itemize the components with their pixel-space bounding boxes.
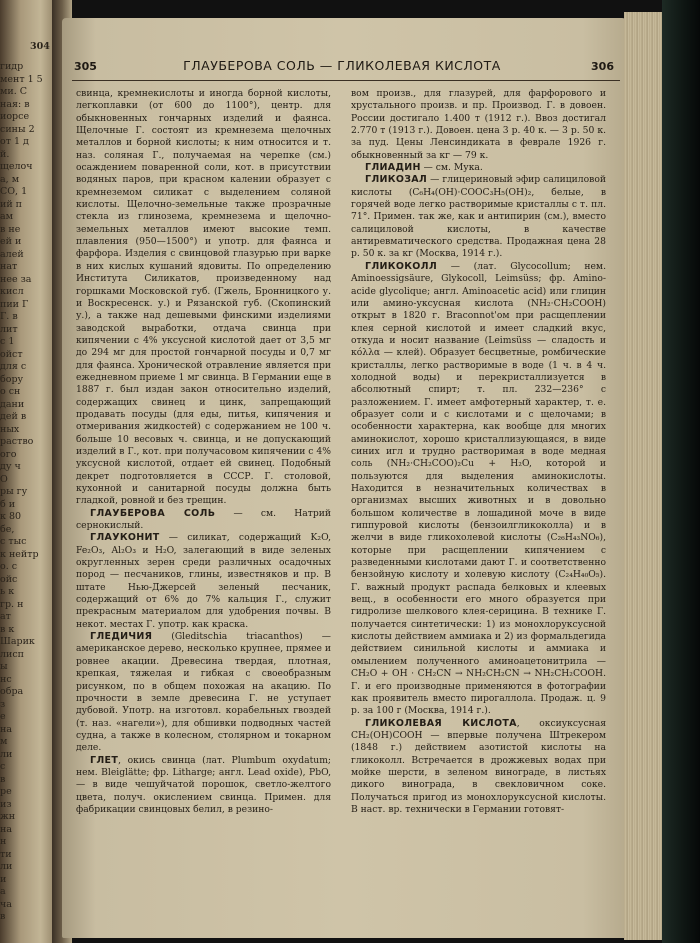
left-page-fragment: к нейтр: [0, 548, 39, 560]
dictionary-entry: [76, 631, 331, 754]
left-page-fragment: алей: [0, 248, 24, 260]
left-page-fragment: сины 2: [0, 123, 35, 135]
left-page-fragment: с: [0, 761, 6, 772]
dictionary-entry: [351, 718, 606, 817]
left-page-fragment: ойс: [0, 573, 18, 585]
dictionary-entry: [76, 508, 331, 533]
left-page-fragment: нс: [0, 673, 12, 685]
left-page-fragment: от 1 д: [0, 136, 29, 147]
entry-headword: ГЛЕДИЧИЯ: [90, 631, 153, 643]
left-page-fragment: О: [0, 473, 8, 485]
paragraph-continuation: [76, 88, 331, 508]
left-page-fragment: в: [0, 773, 6, 785]
left-page-fragment: ная: в: [0, 98, 30, 110]
left-page-fragment: дани: [0, 398, 25, 410]
left-page-fragment: о. с: [0, 561, 18, 572]
entry-text: — глицериновый эфир салициловой кислоты (C₆H₄(OH)·COOC₃H₅(OH)₂, белые, в горячей воде легко растворимые кристаллы с т. пл. 71°. Примен. так же, как и антипирин (см.), вместо салициловой кислоты, в качестве антиревматического средства. Продажная цена 28 р. 50 к. за кг (Москва, 1914 г.).: [351, 174, 606, 260]
book-cover: [662, 0, 700, 943]
left-page-fragment: жн: [0, 811, 16, 822]
entry-headword: ГЛАУБЕРОВА СОЛЬ: [90, 507, 216, 519]
left-page-fragment: на: [0, 723, 12, 735]
entry-text: (Gleditschia triacanthos) — американское дерево, несколько крупнее, прямее и ровнее акации. Древесина твердая, плотная, крепкая, тяжелая и гибкая с своеобразным рисунком, по в общем похожая на акацию. По прочности в земле древесина Г. не уступает дубовой. Употр. на изготовл. корабельных гвоздей (т. наз. «нагели»), для обшивки подводных частей судна, а также в колесном, столярном и токарном деле.: [76, 631, 332, 754]
left-page-fragment: пии Г: [0, 298, 29, 310]
entry-text: — силикат, содержащий K₂O, Fe₂O₃, Al₂O₃ и H₂O, залегающий в виде зеленых округленных зерен среди различных осадочных пород — песчаников, глины, известняков и пр. В штате Нью-Джерсей зеленый песчаник, содержащий от 6% до 7% кальция Г., служит прекрасным материалом для удобрения почвы. В некот. местах Г. употр. как краска.: [76, 532, 331, 630]
left-page-fragment: для с: [0, 361, 27, 372]
left-page-fragment: дей в: [0, 411, 27, 422]
page-number-right: 306: [591, 60, 614, 73]
left-page-fragment: з: [0, 698, 6, 710]
left-page-fragment: ча: [0, 898, 12, 910]
left-page-fragment: и: [0, 873, 7, 885]
left-page-fragment: ры гу: [0, 486, 28, 497]
text-column-right: [351, 88, 606, 816]
left-page-number: 304: [30, 41, 50, 52]
left-page-fragment: е: [0, 711, 6, 722]
left-page-fragment: раство: [0, 436, 34, 447]
left-page-fragment: м: [0, 736, 8, 747]
left-page-fragment: гр. н: [0, 598, 24, 610]
left-page-fragment: на: [0, 823, 12, 835]
left-page-fragment: й.: [0, 148, 10, 160]
entry-headword: ГЛИКОЛЕВАЯ КИСЛОТА: [365, 717, 517, 729]
running-header: [72, 56, 620, 76]
left-page-fragment: из: [0, 798, 12, 810]
book-page: [62, 18, 628, 938]
header-rule: [72, 80, 620, 81]
left-page-fragment: ей и: [0, 236, 22, 247]
left-page-fragment: к 80: [0, 511, 22, 522]
left-page-fragment: ду ч: [0, 461, 21, 472]
left-page-fragment: ных: [0, 423, 20, 435]
entry-headword: ГЛИКОЗАЛ: [365, 174, 428, 186]
left-page-fragment: кисл: [0, 286, 24, 297]
left-page-fragment: лисп: [0, 648, 25, 660]
left-page-fragment: в не: [0, 223, 21, 235]
left-page-fragment: ти: [0, 848, 12, 860]
left-page-fragment: ого: [0, 448, 17, 460]
paragraph-text: свинца, кремнекислоты и иногда борной кислоты, легкоплавки (от 600 до 1100°), центр. для обыкновенных гончарных изделий и фаянса. Щелочные Г. состоят из кремнезема щелочных металлов и борной кислоты; к ним относится и т. наз. соляная Г., получаемая на черепке (см.) осаждением поваренной соли, кот. в присутствии водяных паров, при красном калении образует с кремнеземом силикат с выделением соляной кислоты. Щелочно-земельные также прозрачные стекла из глинозема, кремнезема и щелочно-земельных металлов имеют высокие темп. плавления (950—1500°) и употр. для фаянса и фарфора. Изделия с свинцовой глазурью при варке в них кислых кушаний ядовиты. По определению Института Силикатов, произведенному над горшками Московской губ. (Гжель, Бронницкого у. и Воскресенск. у.) и Рязанской губ. (Скопинский у.), а также над дешевыми финскими изделиями заводской выработки, отдача свинца при кипячении с 4% уксусной кислотой дает от 3,5 мг до 294 мг для простой гончарной посуды и 0,7 мг для фаянса. Хронической отравление является при ежедневном приеме 1 мг свинца. В Германии еще в 1887 г. был издан закон относительно изделий, содержащих свинец и цинк, запрещающий продавать посуды (для еды, питья, кипячения и отмеривания жидкостей) с содержанием не 100 ч. больше 10 весовых ч. свинца, и не допускающий изделий в Г., кот. при получасовом кипячении с 4% уксусной кислотой, отдает ей свинец. Подобный декрет подготовляется в СССР. Г. столовой, кухонной и санитарной посуды должна быть гладкой, ровной и без трещин.: [76, 88, 331, 507]
running-title: ГЛАУБЕРОВА СОЛЬ — ГЛИКОЛЕВАЯ КИСЛОТА: [183, 58, 501, 73]
entry-headword: ГЛАУКОНИТ: [90, 532, 160, 544]
left-page-fragment: ми. С: [0, 86, 28, 97]
left-page-fragment: Г. в: [0, 311, 18, 322]
left-page-fragment: ре: [0, 786, 12, 797]
left-page-fragment: ь к: [0, 586, 15, 597]
left-page-fragment: а, м: [0, 173, 20, 185]
left-page-fragment: ат: [0, 611, 11, 622]
entry-text: , оксиуксусная CH₂(OH)COOH — впервые получена Штрекером (1848 г.) действием азотистой кислоты на гликоколл. Встречается в дрожжевых водах при мойке шерсти, в зеленом винограде, в листьях дикого винограда, в свекловичном соке. Получаться пригод из монохлоруксусной кислоты. В наст. вр. технически в Германии готовят-: [351, 717, 606, 815]
left-page-fragment: ы: [0, 661, 8, 672]
left-page-fragment: нат: [0, 261, 18, 272]
dictionary-entry: [351, 261, 606, 718]
left-page-fragment: ли: [0, 748, 13, 760]
left-page-fragment: СО, 1: [0, 186, 28, 197]
entry-headword: ГЛИАДИН: [365, 162, 421, 174]
left-page-fragment: ли: [0, 861, 13, 872]
left-page-fragment: нее за: [0, 273, 32, 285]
left-page-fragment: иорсе: [0, 111, 30, 122]
dictionary-entry: [76, 755, 331, 817]
left-page-fragment: с 1: [0, 336, 15, 347]
left-page-fragment: в к: [0, 623, 15, 635]
left-page-fragment: щелоч: [0, 161, 33, 172]
left-page-fragment: а: [0, 886, 6, 897]
dictionary-entry: [76, 532, 331, 631]
left-page-fragment: обра: [0, 686, 24, 697]
page-stack-edge: [624, 12, 664, 940]
left-page-fragment: бору: [0, 373, 24, 385]
paragraph-text: вом произв., для глазурей, для фарфорового и хрустального произв. и пр. Производ. Г. в довоен. России достигало 1.400 т (1912 г.). Ввоз достигал 2.770 т (1913 г.). Довоен. цена 3 р. 40 к. — 3 р. 50 к. за пуд. Цены Ленсиндиката в феврале 1926 г. обыкновенный за кг — 79 к.: [351, 88, 606, 161]
left-page-fragment: лит: [0, 323, 18, 335]
paragraph-continuation: [351, 88, 606, 162]
left-page-fragment: с тыс: [0, 536, 27, 547]
dictionary-entry: [351, 162, 606, 174]
left-page-fragment: Шарик: [0, 636, 35, 647]
entry-text: , окись свинца (лат. Plumbum oxydatum; нем. Bleiglätte; фр. Litharge; англ. Lead oxide), PbO, — в виде чешуйчатой порошок, светло-желтого цвета, получ. окислением свинца. Примен. для фабрикации свинцовых белил, в резино-: [76, 754, 331, 815]
left-page-edge: [0, 0, 58, 943]
entry-headword: ГЛИКОКОЛЛ: [365, 260, 438, 272]
left-page-fragment: н: [0, 836, 7, 847]
left-page-fragment: гидр: [0, 61, 24, 72]
entry-text: — см. Мука.: [420, 162, 483, 174]
entry-headword: ГЛЕТ: [90, 754, 119, 766]
page-number-left: 305: [74, 60, 97, 73]
left-page-fragment: ий п: [0, 198, 23, 210]
entry-text: — см. Натрий сернокислый.: [76, 507, 331, 532]
left-page-fragment: о сн: [0, 386, 21, 397]
left-page-fragment: мент 1 5: [0, 73, 43, 85]
left-page-fragment: ойст: [0, 348, 23, 360]
left-page-fragment: ам: [0, 211, 14, 222]
dictionary-entry: [351, 174, 606, 260]
left-page-fragment: бе,: [0, 523, 15, 535]
entry-text: — (лат. Glycocollum; нем. Aminoessigsäure, Glykocoll, Leimsüss; фр. Amino-acide glycolique; англ. Aminoacetic acid) или глицин или амино-уксусная кислота (NH₂·CH₂COOH) открыт в 1820 г. Braconnot'ом при расщеплении клея серной кислотой и имеет сладкий вкус, откуда и носит название (Leimsüss — сладость и κόλλα — клей). Образует бесцветные, ромбические кристаллы, легко растворимые в воде (1 ч. в 4 ч. холодной воды) и перекристаллизуется в абсолютный спирт; т. пл. 232—236° с разложением. Г. имеет амфотерный характер, т. е. образует соли и с кислотами и с щелочами; в особенности характерна, как вообще для многих аминокислот, хорошо кристаллизующаяся, в виде синих игл и трудно растворимая в воде медная соль (NH₂·CH₂COO)₂Cu + H₂O, которой и пользуются для выделения аминокислоты. Находится в незначительных количествах в организмах высших животных и в довольно большом количестве в лошадиной моче в виде гиппуровой кислоты (бензоилгликоколла) и в желчи в виде гликохолевой кислоты (C₂₆H₄₃NO₆), которые при расщеплении кипячением с разведенными кислотами дают Г. и соответственно бензойную кислоту и холевую кислоту (C₂₄H₄₀O₅). Г. важный продукт распада белковых и клеевых вещ., в особенности его много образуется при гидролизе шелкового клея-серицина. В технике Г. получается синтетически: 1) из монохлоруксусной кислоты действием аммиака и 2) из формальдегида действием синильной кислоты и аммиака и омылением полученного аминоацетонитрила — CH₂O + OH · CH₂CN → NH₂CH₂CN → NH₂CH₂COOH. Г. и его производные применяются в фотографии как проявитель вместо пирогаллола. Продаж. ц. 9 р. за 100 г (Москва, 1914 г.).: [351, 260, 606, 717]
text-column-left: [76, 88, 331, 816]
left-page-fragment: б и: [0, 498, 16, 510]
left-page-fragment: в: [0, 911, 6, 922]
